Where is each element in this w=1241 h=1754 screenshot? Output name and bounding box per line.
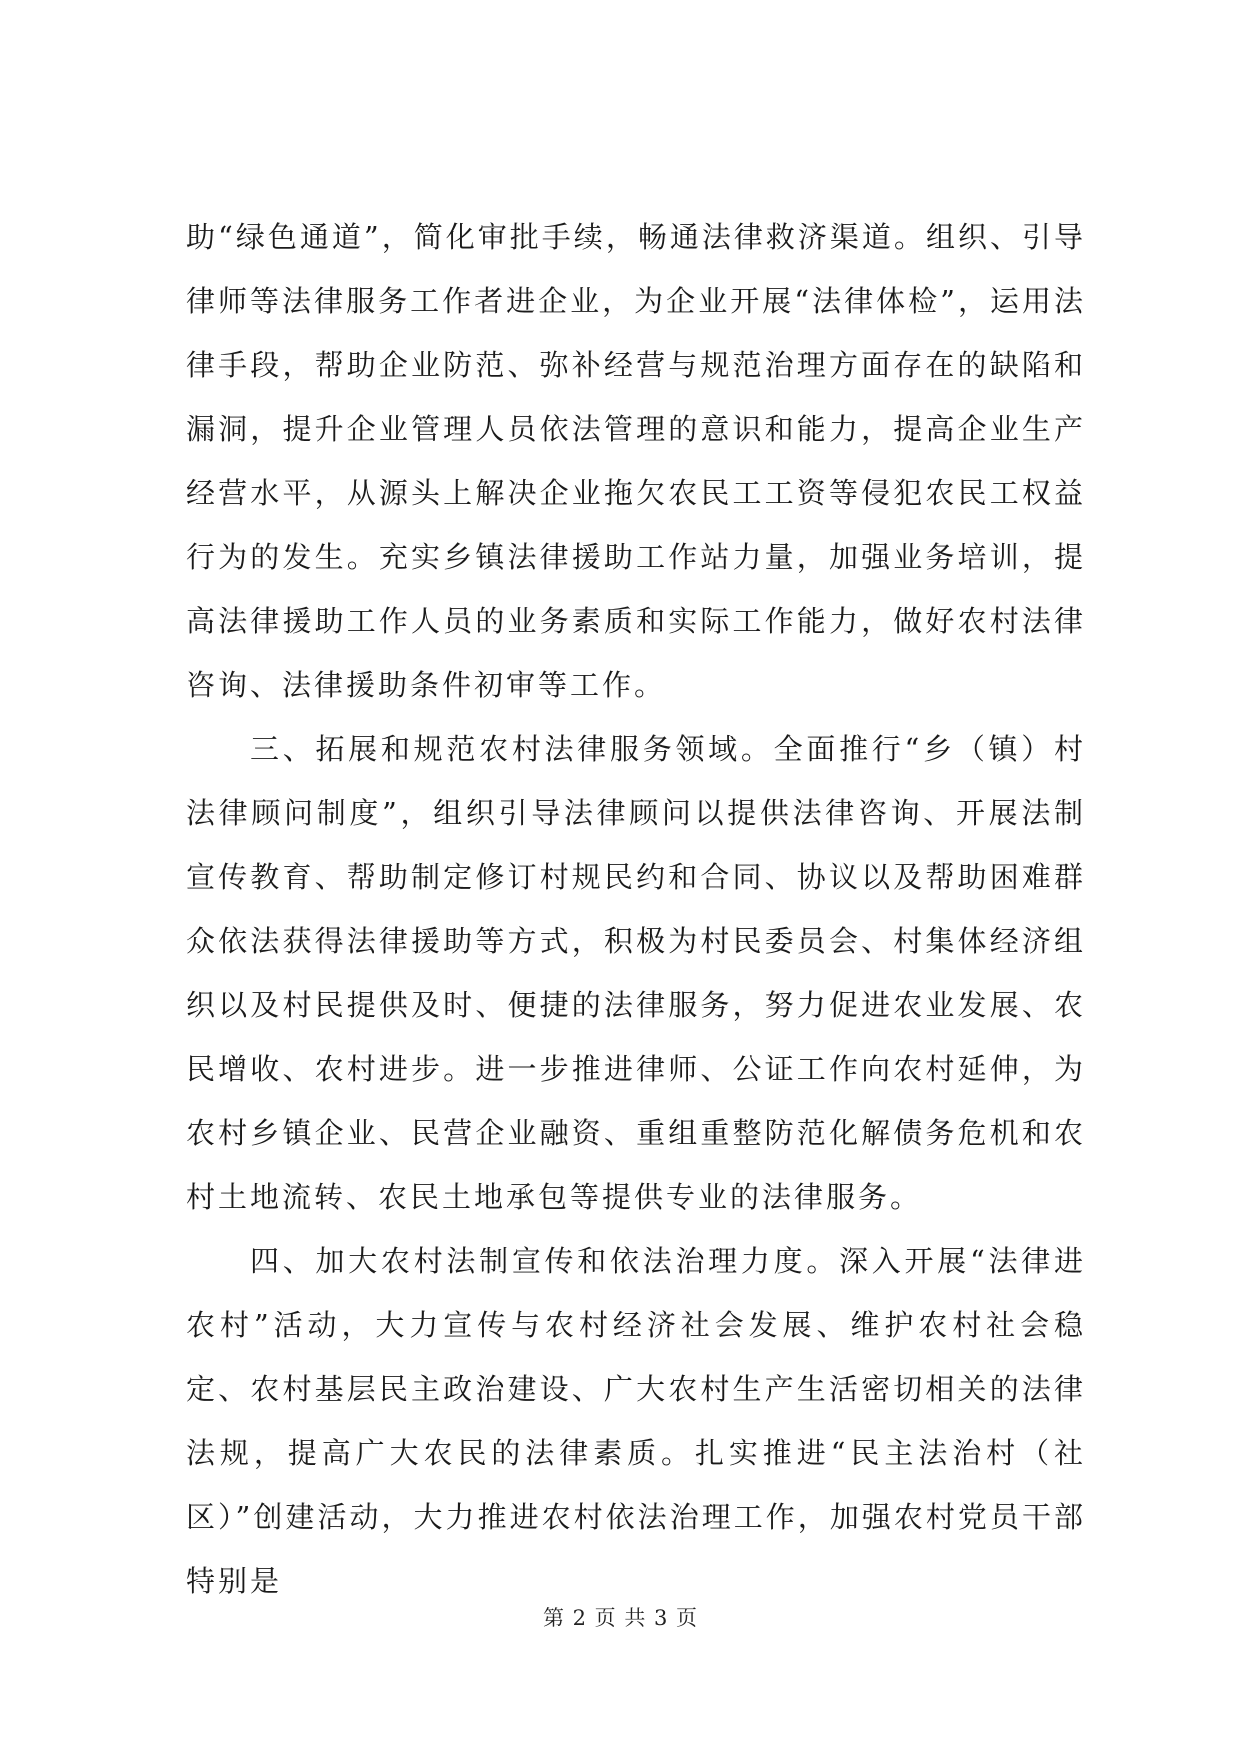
paragraph-section-three: 三、拓展和规范农村法律服务领域。全面推行“乡（镇）村法律顾问制度”，组织引导法律顾问以提供法律咨询、开展法制宣传教育、帮助制定修订村规民约和合同、协议以及帮助困难群众依法获得法律援助等方式，积极为村民委员会、村集体经济组织以及村民提供及时、便捷的法律服务，努力促进农业发展、农民增收、农村进步。进一步推进律师、公证工作向农村延伸，为农村乡镇企业、民营企业融资、重组重整防范化解债务危机和农村土地流转、农民土地承包等提供专业的法律服务。 [186, 732, 1086, 1214]
paragraph-section-four: 四、加大农村法制宣传和依法治理力度。深入开展“法律进农村”活动，大力宣传与农村经济社会发展、维护农村社会稳定、农村基层民主政治建设、广大农村生产生活密切相关的法律法规，提高广大农民的法律素质。扎实推进“民主法治村（社区）”创建活动，大力推进农村依法治理工作，加强农村党员干部特别是 [186, 1244, 1086, 1598]
paragraph-continuation: 助“绿色通道”，简化审批手续，畅通法律救济渠道。组织、引导律师等法律服务工作者进企业，为企业开展“法律体检”，运用法律手段，帮助企业防范、弥补经营与规范治理方面存在的缺陷和漏洞，提升企业管理人员依法管理的意识和能力，提高企业生产经营水平，从源头上解决企业拖欠农民工工资等侵犯农民工权益行为的发生。充实乡镇法律援助工作站力量，加强业务培训，提高法律援助工作人员的业务素质和实际工作能力，做好农村法律咨询、法律援助条件初审等工作。 [186, 220, 1086, 702]
document-body [186, 205, 1086, 1613]
page-number-footer: 第 2 页 共 3 页 [542, 1606, 699, 1630]
